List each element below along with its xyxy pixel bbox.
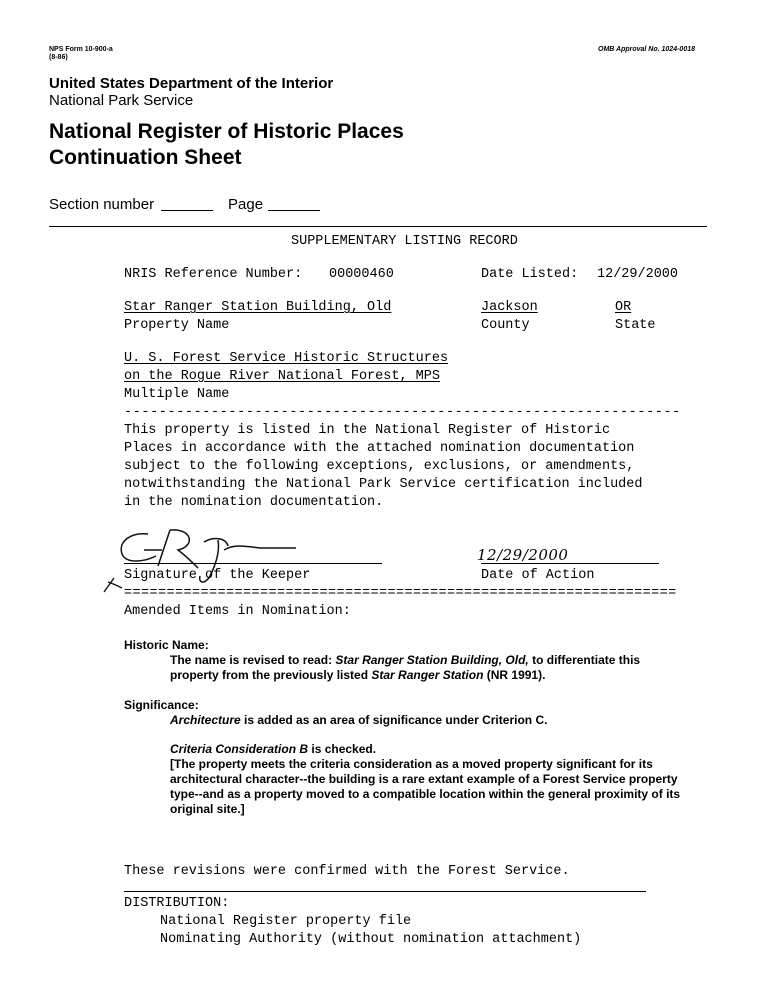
historic-name-line2-pre: property from the previously listed: [170, 668, 372, 682]
historic-name-new: Star Ranger Station Building, Old,: [335, 653, 529, 667]
multiple-name-line1: U. S. Forest Service Historic Structures: [124, 351, 449, 366]
bracket-line: original site.]: [170, 802, 245, 816]
omb-approval: OMB Approval No. 1024-0018: [598, 46, 695, 53]
state-value: OR: [615, 300, 632, 315]
nris-value: 00000460: [329, 267, 394, 282]
multiple-name-label: Multiple Name: [124, 387, 230, 402]
record-heading: SUPPLEMENTARY LISTING RECORD: [291, 234, 518, 249]
criteria-text: is checked.: [308, 742, 377, 756]
architecture-term: Architecture: [170, 713, 241, 727]
form-date: (8-86): [49, 54, 68, 61]
section-number-blank: [161, 210, 213, 211]
historic-name-text-line1: [170, 653, 640, 668]
historic-name-text-line2: [170, 668, 545, 683]
handwritten-action-date: 12/29/2000: [477, 546, 569, 564]
date-of-action-label: Date of Action: [481, 568, 595, 583]
form-title-line2: Continuation Sheet: [49, 146, 242, 169]
historic-name-label: Historic Name:: [124, 638, 209, 652]
agency-name: National Park Service: [49, 92, 194, 109]
distribution-label: DISTRIBUTION:: [124, 896, 230, 911]
form-number: NPS Form 10-900-a: [49, 46, 113, 53]
bracket-line: type--and as a property moved to a compatible location within the general proximity of its: [170, 787, 681, 801]
distribution-item: Nominating Authority (without nomination attachment): [160, 932, 582, 947]
signature-label: Signature of the Keeper: [124, 568, 311, 583]
multiple-name-line2: on the Rogue River National Forest, MPS: [124, 369, 440, 384]
confirmation-text: These revisions were confirmed with the Forest Service.: [124, 864, 570, 879]
architecture-line: [170, 713, 547, 728]
statement-line: This property is listed in the National Register of Historic: [124, 423, 611, 438]
property-name-label: Property Name: [124, 318, 230, 333]
header-divider: [49, 226, 707, 227]
date-listed-value: 12/29/2000: [597, 267, 679, 282]
historic-name-post: (NR 1991).: [483, 668, 546, 682]
bracket-line: [The property meets the criteria consideration as a moved property significant for its: [170, 757, 653, 771]
county-label: County: [481, 318, 530, 333]
dash-rule: ----------------------------------------------------------------: [124, 405, 681, 420]
department-name: United States Department of the Interior: [49, 75, 334, 92]
historic-name-mid: to differentiate this: [528, 653, 641, 667]
statement-line: Places in accordance with the attached nomination documentation: [124, 441, 635, 456]
signature-line: [124, 563, 382, 564]
bracket-line: architectural character--the building is a rare extant example of a Forest Service property: [170, 772, 678, 786]
criteria-term: Criteria Consideration B: [170, 742, 309, 756]
county-value: Jackson: [481, 300, 538, 315]
criteria-line: [170, 742, 376, 757]
page-label: Page: [228, 196, 264, 213]
significance-label: Significance:: [124, 698, 199, 712]
distribution-item: National Register property file: [160, 914, 412, 929]
property-name-value: Star Ranger Station Building, Old: [124, 300, 392, 315]
historic-name-pre: The name is revised to read:: [170, 653, 336, 667]
historic-name-old: Star Ranger Station: [371, 668, 484, 682]
section-number-label: Section number: [49, 196, 155, 213]
statement-line: subject to the following exceptions, exclusions, or amendments,: [124, 459, 635, 474]
equals-rule: =================================================================: [124, 586, 677, 601]
footer-rule: [124, 891, 646, 892]
statement-line: notwithstanding the National Park Service certification included: [124, 477, 643, 492]
statement-line: in the nomination documentation.: [124, 495, 384, 510]
date-listed-label: Date Listed:: [481, 267, 579, 282]
nris-label: NRIS Reference Number:: [124, 267, 303, 282]
architecture-text: is added as an area of significance under Criterion C.: [240, 713, 548, 727]
amended-heading: Amended Items in Nomination:: [124, 604, 351, 619]
date-line: [481, 563, 659, 564]
form-title-line1: National Register of Historic Places: [49, 120, 404, 143]
page-blank: [268, 210, 320, 211]
state-label: State: [615, 318, 656, 333]
